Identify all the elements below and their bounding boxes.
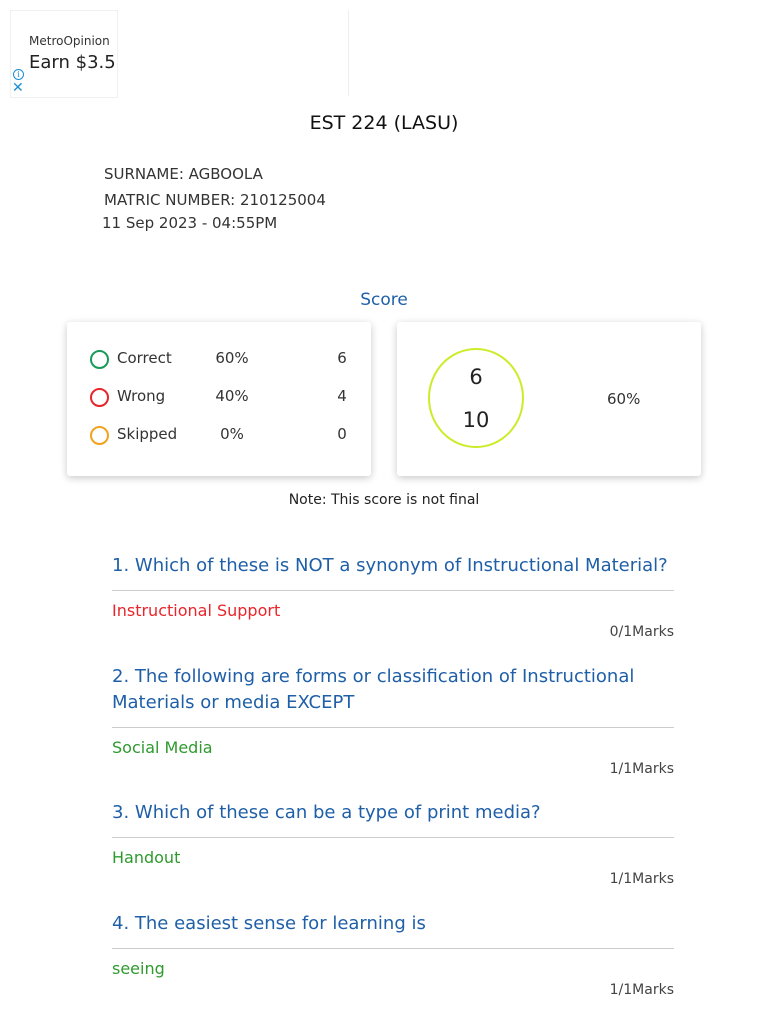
score-ring [428, 348, 524, 448]
answer-text: Handout [112, 848, 181, 867]
question-item [112, 911, 674, 998]
score-heading: Score [360, 290, 408, 310]
score-total: 10 [462, 408, 490, 432]
answer-text: seeing [112, 959, 165, 978]
info-icon[interactable]: i [13, 69, 24, 80]
score-value: 6 [469, 365, 483, 389]
question-text: 3. Which of these can be a type of print media? [112, 800, 674, 838]
breakdown-percent: 60% [215, 349, 249, 367]
ad-brand: MetroOpinion [29, 34, 110, 48]
score-breakdown-card [67, 322, 371, 476]
breakdown-percent: 0% [220, 425, 244, 443]
answer-text: Instructional Support [112, 601, 281, 620]
question-marks: 1/1Marks [609, 871, 674, 887]
breakdown-label: Wrong [117, 387, 166, 405]
breakdown-row-skipped [67, 422, 371, 446]
breakdown-label: Skipped [117, 425, 178, 443]
ad-headline: Earn $3.5 [29, 52, 116, 73]
score-summary-card [397, 322, 701, 476]
question-item [112, 553, 674, 640]
question-item [112, 800, 674, 887]
question-text: 1. Which of these is NOT a synonym of Instructional Material? [112, 553, 674, 591]
breakdown-row-correct [67, 346, 371, 370]
ad-banner[interactable] [10, 10, 349, 96]
correct-circle-icon [90, 350, 109, 369]
student-matric-number: MATRIC NUMBER: 210125004 [104, 191, 326, 209]
question-text: 2. The following are forms or classification of Instructional Materials or media EXCEPT [112, 664, 674, 728]
question-marks: 1/1Marks [609, 761, 674, 777]
page-title: EST 224 (LASU) [309, 112, 459, 134]
breakdown-count: 4 [337, 387, 347, 405]
question-marks: 0/1Marks [609, 624, 674, 640]
exam-datetime: 11 Sep 2023 - 04:55PM [102, 214, 278, 232]
breakdown-row-wrong [67, 384, 371, 408]
close-icon[interactable]: ✕ [12, 80, 24, 96]
question-item [112, 664, 674, 777]
answer-text: Social Media [112, 738, 213, 757]
breakdown-label: Correct [117, 349, 172, 367]
skipped-circle-icon [90, 426, 109, 445]
ad-creative[interactable] [10, 10, 118, 98]
student-surname: SURNAME: AGBOOLA [104, 165, 263, 183]
score-note: Note: This score is not final [288, 492, 480, 508]
question-text: 4. The easiest sense for learning is [112, 911, 674, 949]
question-marks: 1/1Marks [609, 982, 674, 998]
score-percent: 60% [607, 390, 641, 408]
breakdown-count: 0 [337, 425, 347, 443]
wrong-circle-icon [90, 388, 109, 407]
breakdown-count: 6 [337, 349, 347, 367]
breakdown-percent: 40% [215, 387, 249, 405]
